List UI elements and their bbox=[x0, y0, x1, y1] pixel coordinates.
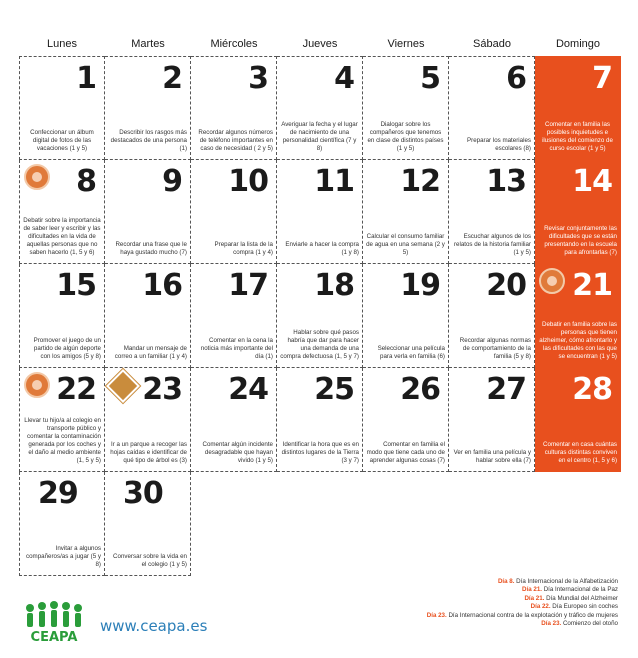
car-free-day-badge-icon bbox=[24, 372, 50, 398]
note-text: Día Internacional contra de la explotación y tráfico de mujeres bbox=[446, 611, 618, 619]
weekday-label: Sábado bbox=[473, 38, 511, 50]
day-number: 24 bbox=[228, 372, 268, 407]
weekday-label: Viernes bbox=[387, 38, 425, 50]
day-number: 2 bbox=[162, 61, 182, 96]
day-activity: Ver en familia una película y hablar sobre ella (7) bbox=[453, 449, 531, 464]
day-number: 22 bbox=[56, 372, 96, 407]
day-activity: Averiguar la fecha y el lugar de nacimiento de una personalidad científica (7 y 8) bbox=[281, 121, 358, 152]
day-activity: Comentar algún incidente desagradable que hayan vivido (1 y 5) bbox=[202, 441, 273, 464]
day-cell bbox=[105, 472, 191, 576]
day-activity: Recordar una frase que le haya gustado mucho (7) bbox=[115, 241, 187, 256]
day-activity: Dialogar sobre los compañeros que tenemos en clase de distintos países (1 y 5) bbox=[367, 121, 444, 152]
day-number: 19 bbox=[400, 268, 440, 303]
sunday-cell bbox=[535, 56, 621, 160]
day-activity: Invitar a algunos compañeros/as a jugar (5 y 8) bbox=[26, 545, 101, 568]
day-number: 8 bbox=[76, 164, 96, 199]
day-activity: Comentar en la cena la noticia más importante del día (1) bbox=[200, 337, 273, 360]
day-number: 30 bbox=[123, 476, 163, 511]
day-activity: Enviarle a hacer la compra (1 y 8) bbox=[285, 241, 359, 256]
day-activity: Revisar conjuntamente las dificultades que se están presentando en la escuela para afrontarlas (7) bbox=[544, 225, 617, 256]
note-line bbox=[298, 586, 618, 594]
day-cell bbox=[277, 160, 363, 264]
day-activity: Escuchar algunos de los relatos de la historia familiar (1 y 5) bbox=[453, 233, 531, 256]
day-cell bbox=[191, 368, 277, 472]
day-cell bbox=[19, 56, 105, 160]
day-cell bbox=[363, 368, 449, 472]
note-text: Día Europeo sin coches bbox=[550, 603, 618, 611]
day-number: 26 bbox=[400, 372, 440, 407]
day-number: 14 bbox=[572, 164, 612, 199]
day-cell bbox=[19, 264, 105, 368]
day-activity: Promover el juego de un partido de algún deporte con los amigos (5 y 8) bbox=[33, 337, 101, 360]
day-number: 1 bbox=[76, 61, 96, 96]
day-number: 15 bbox=[56, 268, 96, 303]
day-cell bbox=[449, 56, 535, 160]
day-activity: Hablar sobre qué pasos habría que dar para hacer una demanda de una compra defectuosa (1, 5 y 7) bbox=[280, 329, 359, 360]
day-number: 16 bbox=[142, 268, 182, 303]
day-cell bbox=[277, 56, 363, 160]
day-cell bbox=[449, 264, 535, 368]
day-cell bbox=[105, 368, 191, 472]
day-activity: Llevar tu hijo/a al colegio en transporte público y comentar la contaminación generada por los coches y el daño al medio ambiente (1, 5 y 5) bbox=[24, 417, 101, 464]
day-activity: Comentar en casa cuántas culturas distintas conviven en el centro (1, 5 y 6) bbox=[543, 441, 617, 464]
note-line bbox=[298, 578, 618, 586]
weekday-label: Lunes bbox=[47, 38, 77, 50]
day-number: 13 bbox=[486, 164, 526, 199]
day-activity: Describir los rasgos más destacados de una persona (1) bbox=[110, 129, 187, 152]
day-cell bbox=[19, 472, 105, 576]
day-activity: Preparar la lista de la compra (1 y 4) bbox=[214, 241, 273, 256]
day-cell bbox=[363, 160, 449, 264]
note-text: Día Mundial del Alzheimer bbox=[544, 594, 618, 602]
day-activity: Debatir en familia sobre las personas que tienen alzheimer, cómo afrontarlo y las dificultades con las que se encuentran (1 y 5) bbox=[539, 321, 617, 360]
day-number: 23 bbox=[142, 372, 182, 407]
weekday-label: Martes bbox=[131, 38, 165, 50]
weekday-header bbox=[19, 34, 621, 54]
note-day: Día 23. bbox=[541, 620, 562, 628]
day-cell bbox=[105, 160, 191, 264]
day-cell bbox=[363, 56, 449, 160]
note-day: Día 22. bbox=[530, 603, 551, 611]
day-activity: Confeccionar un álbum digital de fotos de las vacaciones (1 y 5) bbox=[30, 129, 94, 152]
day-activity: Mandar un mensaje de correo a un familiar (1 y 4) bbox=[114, 345, 187, 360]
note-line bbox=[298, 612, 618, 620]
autumn-leaf-icon bbox=[106, 369, 140, 403]
weekday-label: Jueves bbox=[302, 38, 338, 50]
day-number: 18 bbox=[314, 268, 354, 303]
day-number: 12 bbox=[400, 164, 440, 199]
note-line bbox=[298, 603, 618, 611]
day-number: 10 bbox=[228, 164, 268, 199]
day-number: 29 bbox=[38, 476, 78, 511]
day-activity: Preparar los materiales escolares (8) bbox=[467, 137, 531, 152]
day-number: 3 bbox=[248, 61, 268, 96]
day-activity: Recordar algunas normas de comportamiento de la familia (5 y 8) bbox=[459, 337, 531, 360]
day-activity: Calcular el consumo familiar de agua en una semana (2 y 5) bbox=[366, 233, 445, 256]
day-activity: Debatir sobre la importancia de saber leer y escribir y las dificultades en la vida de aquellas personas que no saben hacerlo (1, 5 y 6) bbox=[23, 217, 101, 256]
day-number: 28 bbox=[572, 372, 612, 407]
day-cell bbox=[105, 264, 191, 368]
weekday-label: Domingo bbox=[555, 38, 601, 50]
day-number: 17 bbox=[228, 268, 268, 303]
observances-notes bbox=[298, 578, 618, 628]
sunday-cell bbox=[535, 368, 621, 472]
day-activity: Recordar algunos números de teléfono importantes en caso de necesidad ( 2 y 5) bbox=[198, 129, 273, 152]
day-activity: Comentar en familia el modo que tiene cada uno de aprender algunas cosas (7) bbox=[366, 441, 445, 464]
day-activity: Conversar sobre la vida en el colegio (1 y 5) bbox=[113, 553, 187, 568]
calendar-grid bbox=[19, 56, 621, 576]
note-text: Día Internacional de la Alfabetización bbox=[514, 578, 618, 585]
day-activity: Ir a un parque a recoger las hojas caídas e identificar de qué tipo de árbol es (3) bbox=[110, 441, 187, 464]
day-number: 21 bbox=[572, 268, 612, 303]
day-number: 7 bbox=[592, 61, 612, 96]
day-cell bbox=[105, 56, 191, 160]
day-number: 20 bbox=[486, 268, 526, 303]
day-number: 6 bbox=[506, 61, 526, 96]
sunday-cell bbox=[535, 264, 621, 368]
website-link[interactable]: www.ceapa.es bbox=[100, 617, 208, 635]
day-cell bbox=[191, 56, 277, 160]
day-cell bbox=[19, 368, 105, 472]
weekday-label: Miércoles bbox=[210, 38, 258, 50]
day-number: 27 bbox=[486, 372, 526, 407]
note-line bbox=[298, 595, 618, 603]
day-activity: Identificar la hora que es en distintos lugares de la Tierra (3 y 7) bbox=[281, 441, 359, 464]
note-line bbox=[298, 620, 618, 628]
day-cell bbox=[449, 368, 535, 472]
peace-day-badge-icon bbox=[539, 268, 565, 294]
day-cell bbox=[277, 264, 363, 368]
day-cell bbox=[277, 368, 363, 472]
day-activity: Seleccionar una película para verla en familia (6) bbox=[377, 345, 445, 360]
day-cell bbox=[363, 264, 449, 368]
day-cell bbox=[19, 160, 105, 264]
day-number: 9 bbox=[162, 164, 182, 199]
day-cell bbox=[449, 160, 535, 264]
note-text: Día Internacional de la Paz bbox=[541, 586, 618, 594]
day-number: 5 bbox=[420, 61, 440, 96]
day-number: 11 bbox=[314, 164, 354, 199]
literacy-day-badge-icon bbox=[24, 164, 50, 190]
day-cell bbox=[191, 160, 277, 264]
note-day: Día 8. bbox=[497, 578, 515, 585]
logo-text: CEAPA bbox=[30, 630, 78, 645]
note-day: Día 23. bbox=[426, 611, 447, 619]
note-text: Comienzo del otoño bbox=[561, 620, 618, 628]
day-number: 4 bbox=[334, 61, 354, 96]
day-cell bbox=[191, 264, 277, 368]
day-activity: Comentar en familia las posibles inquietudes e ilusiones del comienzo de curso escolar (1 y 5) bbox=[542, 121, 613, 152]
note-day: Día 21. bbox=[522, 586, 542, 594]
day-number: 25 bbox=[314, 372, 354, 407]
note-day: Día 21. bbox=[524, 594, 545, 602]
sunday-cell bbox=[535, 160, 621, 264]
